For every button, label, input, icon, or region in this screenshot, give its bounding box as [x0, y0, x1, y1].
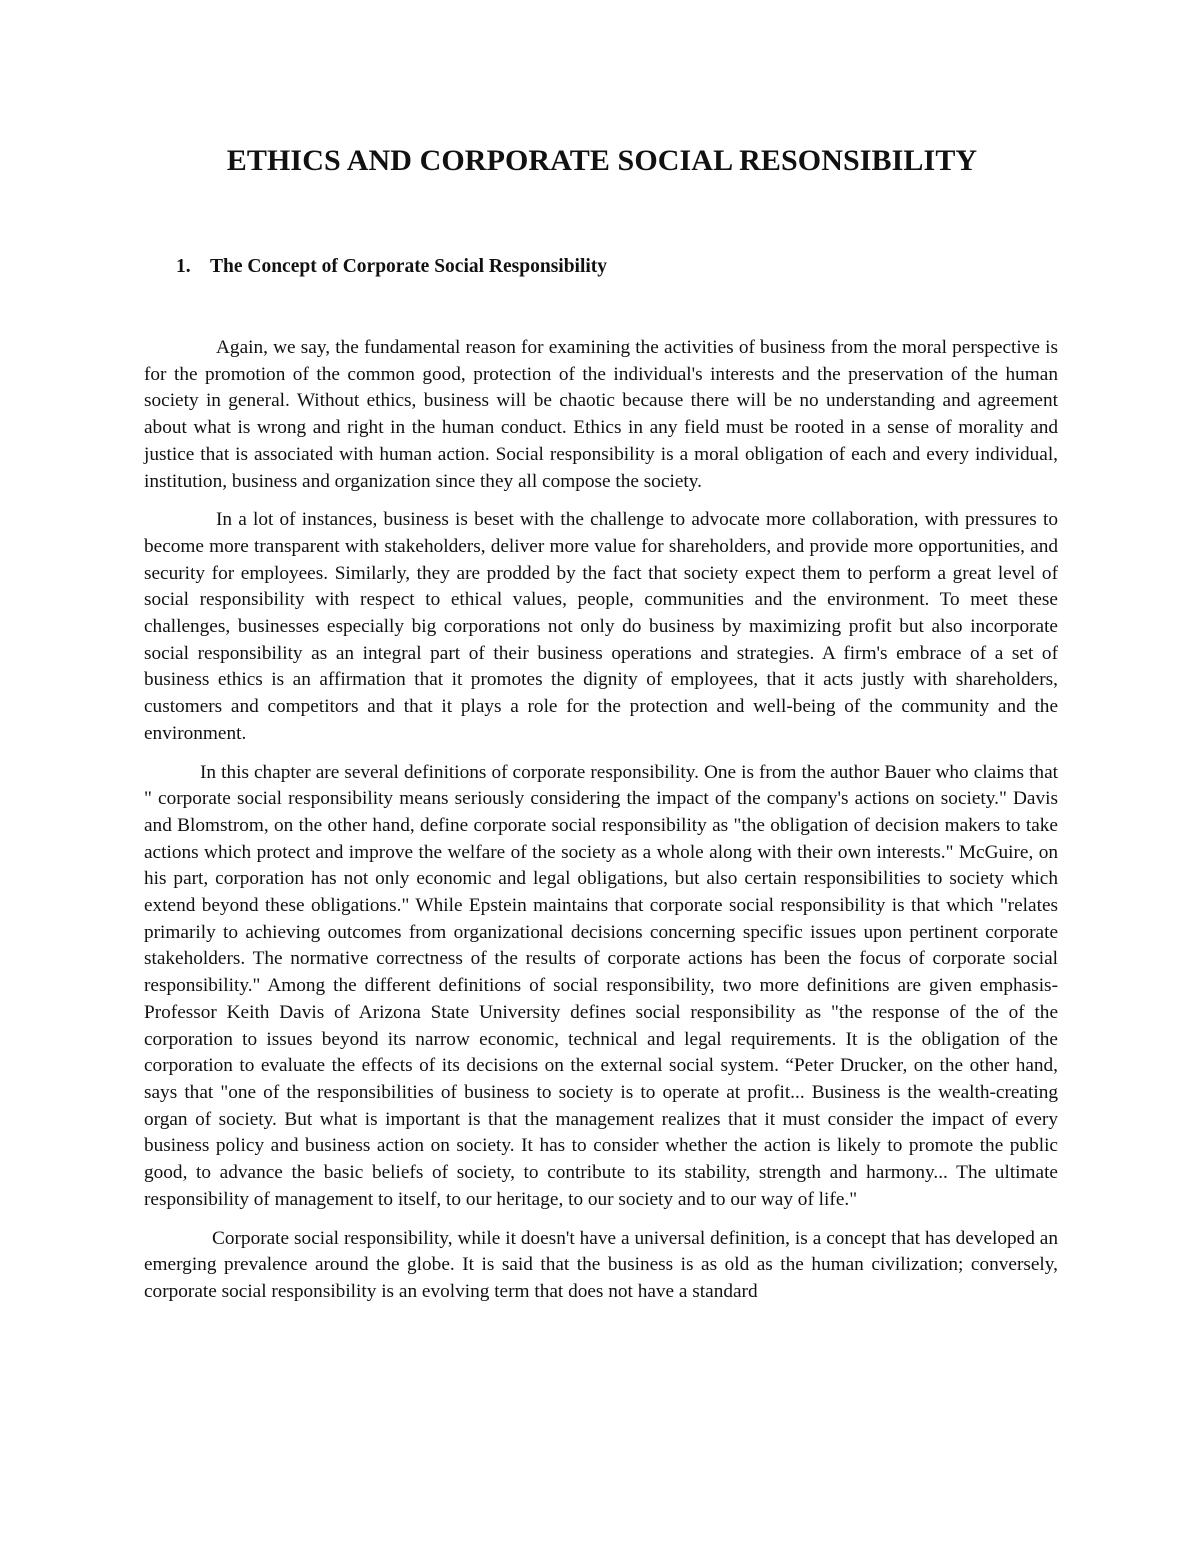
document-title: ETHICS AND CORPORATE SOCIAL RESONSIBILITY	[226, 144, 978, 177]
section-heading	[144, 254, 1058, 280]
section-number: 1.	[176, 256, 191, 277]
paragraph-1: Again, we say, the fundamental reason for examining the activities of business from the moral perspective is for the promotion of the common good, protection of the individual's interests and the preservation of the human society in general. Without ethics, business will be chaotic because there will be no understanding and agreement about what is wrong and right in the human conduct. Ethics in any field must be rooted in a sense of morality and justice that is associated with human action. Social responsibility is a moral obligation of each and every individual, institution, business and organization since they all compose the society.	[144, 337, 1058, 492]
paragraph-3: In this chapter are several definitions of corporate responsibility. One is from the author Bauer who claims that " corporate social responsibility means seriously considering the impact of the company's actions on society." Davis and Blomstrom, on the other hand, define corporate social responsibility as "the obligation of decision makers to take actions which protect and improve the welfare of the society as a whole along with their own interests." McGuire, on his part, corporation has not only economic and legal obligations, but also certain responsibilities to society which extend beyond these obligations." While Epstein maintains that corporate social responsibility is that which "relates primarily to achieving outcomes from organizational decisions concerning specific issues upon pertinent corporate stakeholders. The normative correctness of the results of corporate actions has been the focus of corporate social responsibility." Among the different definitions of social responsibility, two more definitions are given emphasis-Professor Keith Davis of Arizona State University defines social responsibility as "the response of the of the corporation to issues beyond its narrow economic, technical and legal requirements. It is the obligation of the corporation to evaluate the effects of its decisions on the external social system. “Peter Drucker, on the other hand, says that "one of the responsibilities of business to society is to operate at profit... Business is the wealth-creating organ of society. But what is important is that the management realizes that it must consider the impact of every business policy and business action on society. It has to consider whether the action is likely to promote the public good, to advance the basic beliefs of society, to contribute to its stability, strength and harmony... The ultimate responsibility of management to itself, to our heritage, to our society and to our way of life."	[144, 761, 1058, 1210]
body-text	[144, 335, 1058, 1306]
paragraph-4: Corporate social responsibility, while it doesn't have a universal definition, is a concept that has developed an emerging prevalence around the globe. It is said that the business is as old as the human civilization; conversely, corporate social responsibility is an evolving term that does not have a standard	[144, 1227, 1058, 1302]
paragraph-2: In a lot of instances, business is beset with the challenge to advocate more collaboration, with pressures to become more transparent with stakeholders, deliver more value for shareholders, and provide more opportunities, and security for employees. Similarly, they are prodded by the fact that society expect them to perform a great level of social responsibility with respect to ethical values, people, communities and the environment. To meet these challenges, businesses especially big corporations not only do business by maximizing profit but also incorporate social responsibility as an integral part of their business operations and strategies. A firm's embrace of a set of business ethics is an affirmation that it promotes the dignity of employees, that it acts justly with shareholders, customers and competitors and that it plays a role for the protection and well-being of the community and the environment.	[144, 509, 1058, 744]
section-title: The Concept of Corporate Social Responsibility	[210, 256, 608, 277]
